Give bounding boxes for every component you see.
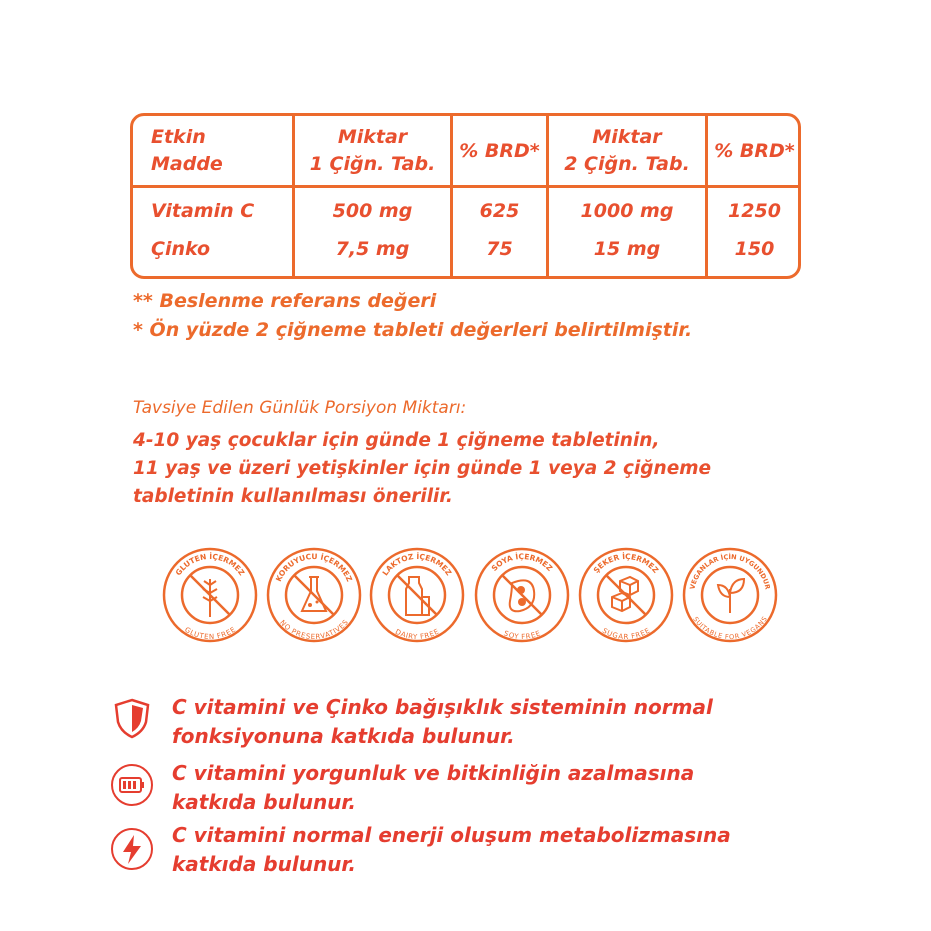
badge-top-text: ŞEKER İÇERMEZ [591, 551, 661, 575]
shield-icon [110, 696, 154, 740]
row-brd-1: 75 [486, 238, 513, 260]
header-line: 1 Çiğn. Tab. [309, 153, 436, 175]
badge-top-text: SOYA İÇERMEZ [489, 551, 555, 573]
badge-sugar-free [576, 545, 676, 645]
badge-top-text: GLUTEN İÇERMEZ [173, 551, 247, 578]
header-brd-1: % BRD* [459, 140, 540, 162]
badge-bottom-text: SOY FREE [502, 629, 542, 642]
dosage-line: 11 yaş ve üzeri yetişkinler için günde 1 veya 2 çiğneme [133, 458, 712, 479]
row-brd-2: 150 [734, 238, 775, 260]
row-brd-2: 1250 [728, 200, 781, 222]
benefit-text: C vitamini normal enerji oluşum metabolizmasına [172, 823, 731, 847]
badge-top-text: LAKTOZ İÇERMEZ [380, 551, 454, 578]
badge-bottom-text: GLUTEN FREE [183, 625, 237, 642]
dosage-line: 4-10 yaş çocuklar için günde 1 çiğneme tabletinin, [133, 430, 660, 451]
svg-text:VEGANLAR İÇİN UYGUNDUR [688, 552, 771, 590]
header-line: Miktar [592, 126, 662, 148]
badge-vegan [680, 545, 780, 645]
benefit-text: katkıda bulunur. [172, 790, 357, 814]
benefit-text: C vitamini ve Çinko bağışıklık sisteminin normal [172, 695, 713, 719]
badge-bottom-text: DAIRY FREE [393, 627, 441, 642]
battery-icon [110, 763, 154, 807]
badge-dairy-free [367, 545, 467, 645]
badge-gluten-free [160, 545, 260, 645]
badge-bottom-text: SUITABLE FOR VEGANS [691, 615, 769, 642]
header-line: Madde [151, 153, 223, 175]
svg-text:NO PRESERVATIVES [278, 618, 350, 641]
table-divider [133, 185, 798, 188]
header-brd-2: % BRD* [714, 140, 795, 162]
row-amount-1: 7,5 mg [335, 238, 410, 260]
badge-soy-free [472, 545, 572, 645]
header-line: Etkin [151, 126, 206, 148]
row-amount-2: 1000 mg [580, 200, 674, 222]
benefit-text: katkıda bulunur. [172, 852, 357, 876]
milk-bottle-icon [367, 545, 467, 645]
row-name: Vitamin C [151, 200, 255, 222]
badge-top-text: KORUYUCU İÇERMEZ [273, 551, 355, 584]
benefit-text: C vitamini yorgunluk ve bitkinliğin azalmasına [172, 761, 695, 785]
benefit-text: fonksiyonuna katkıda bulunur. [172, 724, 515, 748]
svg-text:SUGAR FREE [601, 627, 651, 641]
wheat-icon [160, 545, 260, 645]
flask-icon [264, 545, 364, 645]
header-amount-1 [295, 124, 450, 178]
leaf-icon [680, 545, 780, 645]
footnote-brd: ** Beslenme referans değeri [133, 290, 437, 312]
header-amount-2 [549, 124, 705, 178]
svg-text:GLUTEN FREE [183, 626, 237, 641]
badge-no-preservatives [264, 545, 364, 645]
header-line: Miktar [337, 126, 408, 148]
row-amount-1: 500 mg [332, 200, 413, 222]
nutrition-table [130, 113, 801, 279]
energy-bolt-icon [110, 827, 154, 871]
header-line: 2 Çiğn. Tab. [564, 153, 690, 175]
row-amount-2: 15 mg [593, 238, 661, 260]
footnote-front: * Ön yüzde 2 çiğneme tableti değerleri belirtilmiştir. [133, 319, 693, 341]
header-active-ingredient [151, 124, 223, 178]
badge-bottom-text: NO PRESERVATIVES [278, 618, 350, 642]
badge-top-text: VEGANLAR İÇİN UYGUNDUR [688, 552, 772, 591]
dosage-title: Tavsiye Edilen Günlük Porsiyon Miktarı: [133, 398, 467, 418]
soybean-icon [472, 545, 572, 645]
dosage-line: tabletinin kullanılması önerilir. [133, 486, 453, 507]
badge-bottom-text: SUGAR FREE [600, 626, 652, 642]
row-brd-1: 625 [479, 200, 520, 222]
row-name: Çinko [151, 238, 210, 260]
sugar-cubes-icon [576, 545, 676, 645]
svg-text:SUITABLE FOR VEGANS [691, 615, 769, 641]
